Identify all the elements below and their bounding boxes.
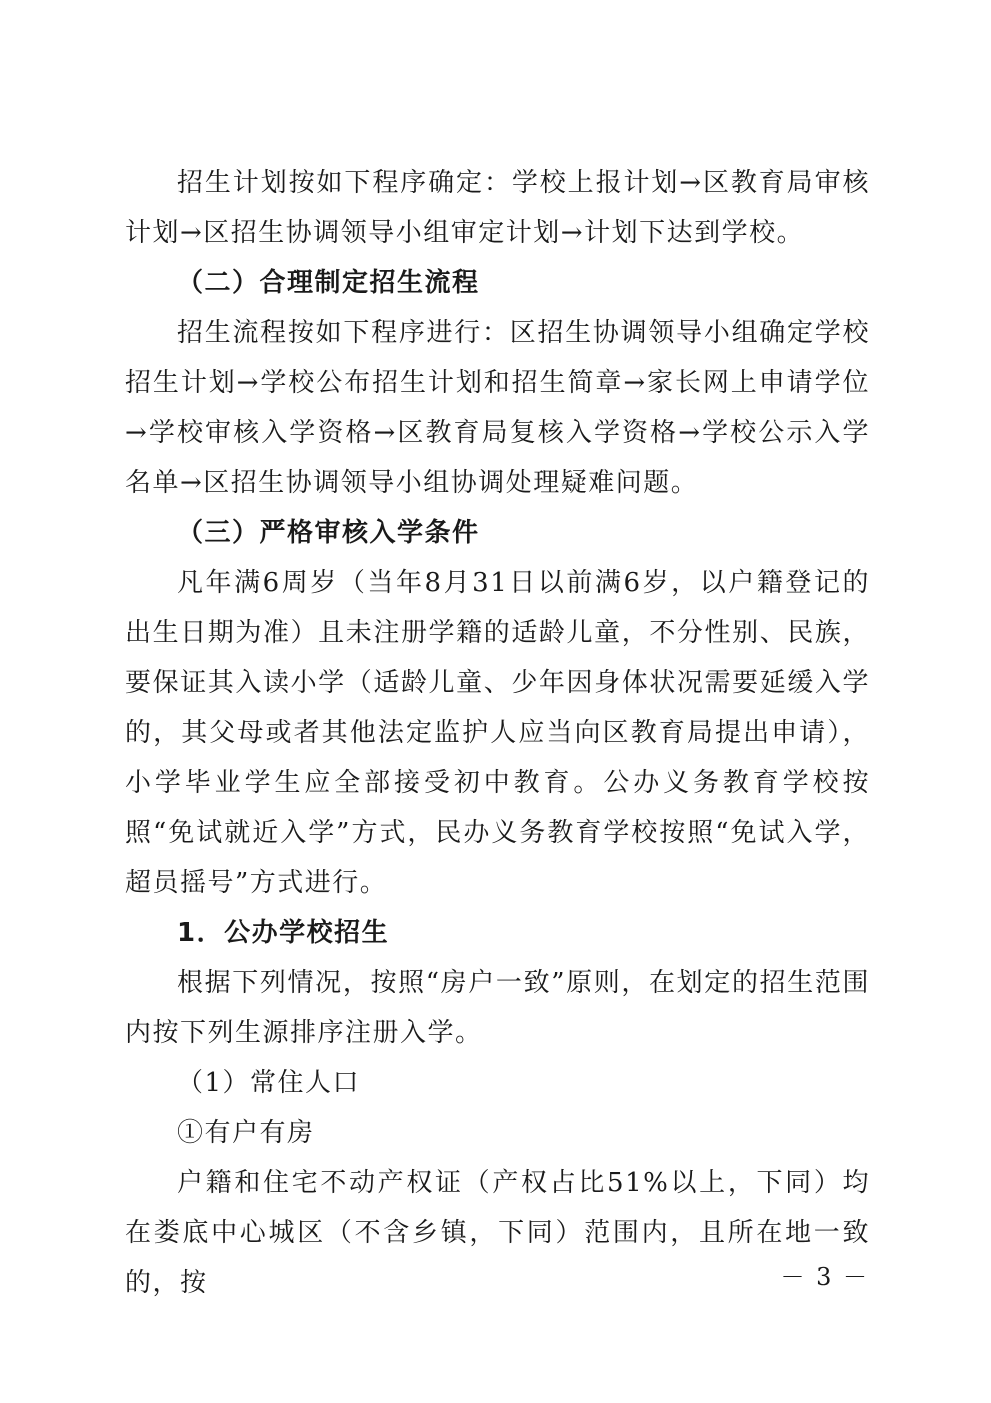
paragraph-household-and-house: ①有户有房 [177, 1118, 315, 1148]
heading-admission-conditions: （三）严格审核入学条件 [177, 518, 480, 548]
paragraph-resident-population: （1）常住人口 [177, 1068, 361, 1098]
page-number: － 3 － [780, 1263, 869, 1291]
heading-enrollment-process: （二）合理制定招生流程 [177, 268, 480, 298]
heading-public-school-enrollment: 1．公办学校招生 [177, 918, 390, 948]
paragraph-enrollment-process: 招生流程按如下程序进行：区招生协调领导小组确定学校招生计划→学校公布招生计划和招生简章→家长网上申请学位→学校审核入学资格→区教育局复核入学资格→学校公示入学名单→区招生协调领导小组协调处理疑难问题。 [125, 318, 870, 498]
paragraph-admission-conditions: 凡年满6周岁（当年8月31日以前满6岁，以户籍登记的出生日期为准）且未注册学籍的适龄儿童，不分性别、民族，要保证其入读小学（适龄儿童、少年因身体状况需要延缓入学的，其父母或者其他法定监护人应当向区教育局提出申请），小学毕业学生应全部接受初中教育。公办义务教育学校按照“免试就近入学”方式，民办义务教育学校按照“免试入学，超员摇号”方式进行。 [125, 568, 870, 898]
paragraph-household-property-detail: 户籍和住宅不动产权证（产权占比51%以上，下同）均在娄底中心城区（不含乡镇，下同）范围内，且所在地一致的，按 [125, 1168, 870, 1298]
paragraph-enrollment-principle: 根据下列情况，按照“房户一致”原则，在划定的招生范围内按下列生源排序注册入学。 [125, 968, 870, 1048]
paragraph-enrollment-plan: 招生计划按如下程序确定：学校上报计划→区教育局审核计划→区招生协调领导小组审定计划→计划下达到学校。 [125, 168, 870, 248]
document-body [125, 158, 870, 1308]
